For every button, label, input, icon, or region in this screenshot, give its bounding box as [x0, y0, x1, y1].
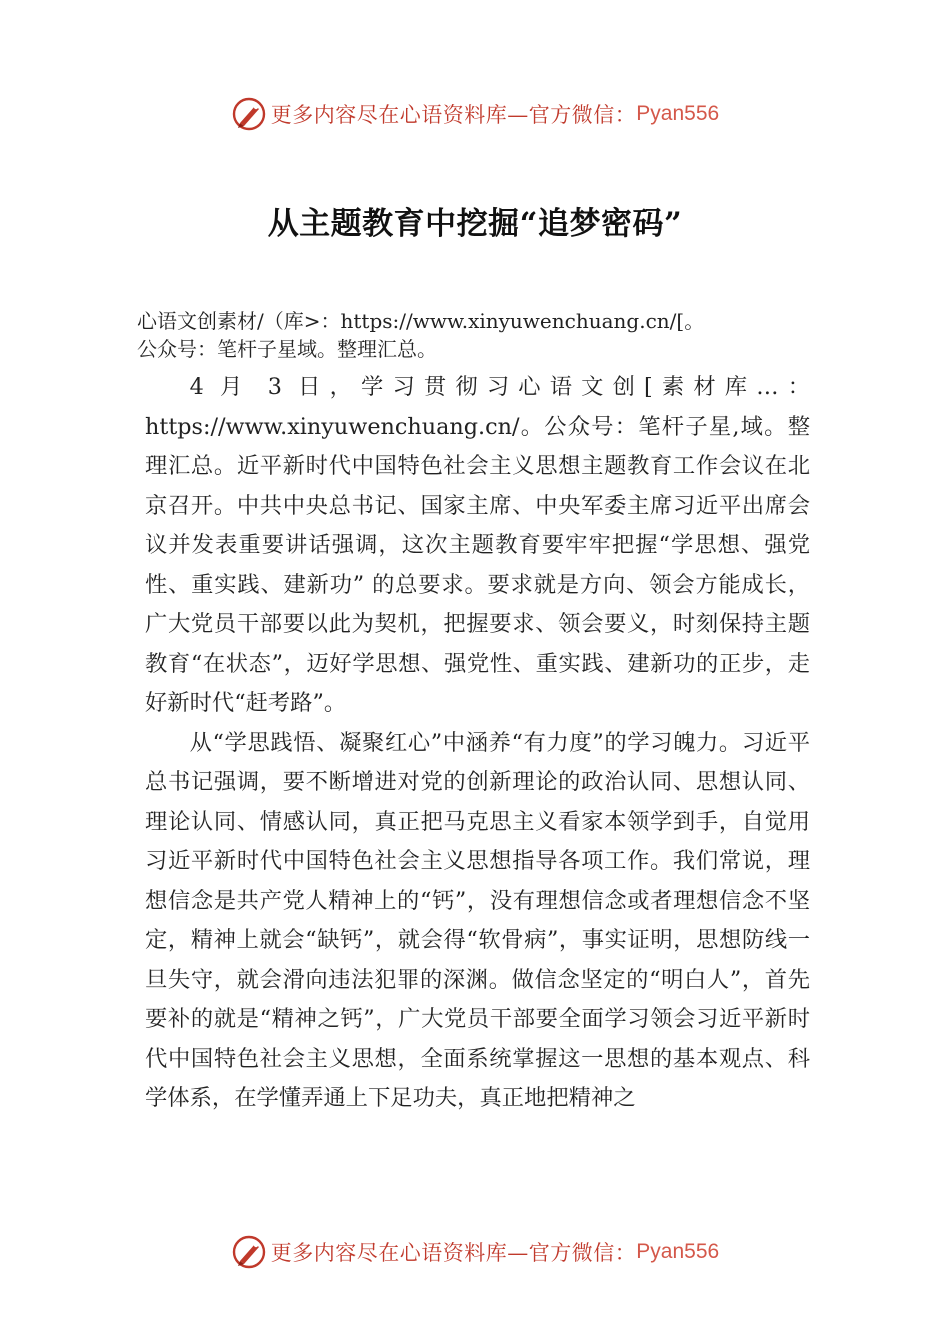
- paragraph: 4 月 3 日，学习贯彻习心语文创[素材库…：https://www.xinyuwenchuang.cn/。公众号：笔杆子星,域。整理汇总。近平新时代中国特色社会主义思想主题教育工作会议在北京召开。中共中央总书记、国家主席、中央军委主席习近平出席会议并发表重要讲话强调，这次主题教育要牢牢把握“学思想、强党性、重实践、建新功” 的总要求。要求就是方向、领会方能成长，广大党员干部要以此为契机，把握要求、领会要义，时刻保持主题教育“在状态”，迈好学思想、强党性、重实践、建新功的正步，走好新时代“赶考路”。: [145, 374, 810, 716]
- source-line: 心语文创素材/（库>：https://www.xinyuwenchuang.cn/[。: [137, 309, 705, 333]
- banner-wechat-id: Pyan556: [636, 102, 720, 125]
- banner-text: 更多内容尽在心语资料库—官方微信：: [270, 103, 637, 127]
- document-title: 从主题教育中挖掘“追梦密码”: [267, 206, 683, 242]
- article-body: [145, 368, 810, 1119]
- pen-logo-icon: [231, 96, 267, 132]
- footer-banner: [0, 1232, 950, 1272]
- pen-logo-icon: [231, 1234, 267, 1270]
- source-line: 公众号：笔杆子星域。整理汇总。: [137, 337, 437, 361]
- source-note: [137, 307, 827, 363]
- banner-text: 更多内容尽在心语资料库—官方微信：: [270, 1241, 637, 1265]
- header-banner: [0, 94, 950, 134]
- paragraph: 从“学思践悟、凝聚红心”中涵养“有力度”的学习魄力。习近平总书记强调，要不断增进对党的创新理论的政治认同、思想认同、理论认同、情感认同，真正把马克思主义看家本领学到手，自觉用习近平新时代中国特色社会主义思想指导各项工作。我们常说，理想信念是共产党人精神上的“钙”，没有理想信念或者理想信念不坚定，精神上就会“缺钙”，就会得“软骨病”，事实证明，思想防线一旦失守，就会滑向违法犯罪的深渊。做信念坚定的“明白人”，首先要补的就是“精神之钙”，广大党员干部要全面学习领会习近平新时代中国特色社会主义思想，全面系统掌握这一思想的基本观点、科学体系，在学懂弄通上下足功夫，真正地把精神之: [145, 729, 810, 1111]
- banner-wechat-id: Pyan556: [636, 1240, 720, 1263]
